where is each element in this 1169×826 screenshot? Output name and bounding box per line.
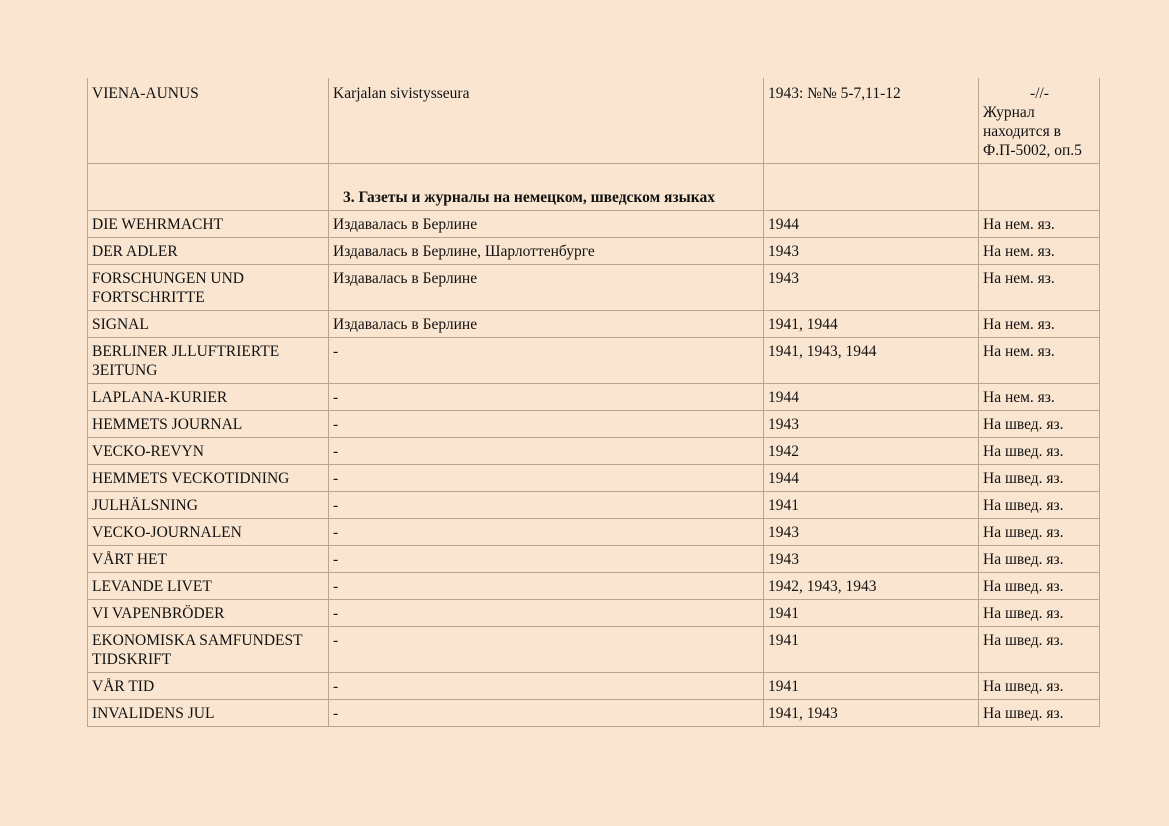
years-cell: 1944 <box>764 211 979 238</box>
title-cell: FORSCHUNGEN UND FORTSCHRITTE <box>88 265 329 311</box>
note-cell: На швед. яз. <box>979 573 1100 600</box>
title-cell: VECKO-REVYN <box>88 438 329 465</box>
title-cell: DIE WEHRMACHT <box>88 211 329 238</box>
publisher-cell: - <box>329 546 764 573</box>
publisher-cell: Издавалась в Берлине <box>329 265 764 311</box>
title-cell: HEMMETS VECKOTIDNING <box>88 465 329 492</box>
table-row <box>88 673 1100 700</box>
table-row <box>88 438 1100 465</box>
note-cell: На швед. яз. <box>979 700 1100 727</box>
note-cell: На швед. яз. <box>979 465 1100 492</box>
empty-cell <box>979 164 1100 211</box>
title-cell: VIENA-AUNUS <box>88 78 329 164</box>
note-cell: На швед. яз. <box>979 411 1100 438</box>
note-mark: -//- <box>1030 85 1049 102</box>
note-cell: На нем. яз. <box>979 265 1100 311</box>
table-row <box>88 600 1100 627</box>
empty-cell <box>764 164 979 211</box>
publisher-cell: - <box>329 411 764 438</box>
years-cell: 1943: №№ 5-7,11-12 <box>764 78 979 164</box>
publisher-cell: - <box>329 519 764 546</box>
title-cell: VI VAPENBRÖDER <box>88 600 329 627</box>
table-row <box>88 411 1100 438</box>
publisher-cell: - <box>329 465 764 492</box>
table-row <box>88 265 1100 311</box>
note-text: Журнал находится в Ф.П-5002, оп.5 <box>983 104 1082 159</box>
empty-cell <box>88 164 329 211</box>
title-cell: LEVANDE LIVET <box>88 573 329 600</box>
years-cell: 1941 <box>764 600 979 627</box>
publisher-cell: - <box>329 492 764 519</box>
title-cell: VÅR TID <box>88 673 329 700</box>
years-cell: 1941, 1943 <box>764 700 979 727</box>
years-cell: 1943 <box>764 519 979 546</box>
title-cell: INVALIDENS JUL <box>88 700 329 727</box>
publisher-cell: - <box>329 627 764 673</box>
years-cell: 1941, 1943, 1944 <box>764 338 979 384</box>
table-row <box>88 311 1100 338</box>
table-row <box>88 78 1100 164</box>
table-row <box>88 627 1100 673</box>
years-cell: 1941 <box>764 673 979 700</box>
publisher-cell: Издавалась в Берлине <box>329 311 764 338</box>
publisher-cell: Karjalan sivistysseura <box>329 78 764 164</box>
years-cell: 1943 <box>764 546 979 573</box>
years-cell: 1941, 1944 <box>764 311 979 338</box>
title-cell: VECKO-JOURNALEN <box>88 519 329 546</box>
section-row <box>88 164 1100 211</box>
title-cell: BERLINER JLLUFTRIERTE ЗEITUNG <box>88 338 329 384</box>
years-cell: 1941 <box>764 492 979 519</box>
note-cell: На нем. яз. <box>979 384 1100 411</box>
years-cell: 1944 <box>764 465 979 492</box>
document-page <box>87 78 1097 727</box>
table-row <box>88 338 1100 384</box>
publisher-cell: - <box>329 600 764 627</box>
years-cell: 1943 <box>764 265 979 311</box>
title-cell: VÅRT HET <box>88 546 329 573</box>
note-cell <box>979 78 1100 164</box>
years-cell: 1943 <box>764 411 979 438</box>
publisher-cell: - <box>329 573 764 600</box>
title-cell: DER ADLER <box>88 238 329 265</box>
title-cell: EKONOMISKA SAMFUNDEST TIDSKRIFT <box>88 627 329 673</box>
title-cell: LAPLANA-KURIER <box>88 384 329 411</box>
note-cell: На нем. яз. <box>979 338 1100 384</box>
table-row <box>88 238 1100 265</box>
note-cell: На швед. яз. <box>979 627 1100 673</box>
note-cell: На нем. яз. <box>979 238 1100 265</box>
table-row <box>88 573 1100 600</box>
years-cell: 1942, 1943, 1943 <box>764 573 979 600</box>
title-cell: HEMMETS JOURNAL <box>88 411 329 438</box>
title-cell: JULHÄLSNING <box>88 492 329 519</box>
publisher-cell: - <box>329 700 764 727</box>
note-cell: На швед. яз. <box>979 492 1100 519</box>
table-row <box>88 465 1100 492</box>
note-cell: На нем. яз. <box>979 211 1100 238</box>
publisher-cell: Издавалась в Берлине <box>329 211 764 238</box>
table-row <box>88 700 1100 727</box>
publisher-cell: - <box>329 338 764 384</box>
section-cell <box>329 164 764 211</box>
section-title: 3. Газеты и журналы на немецком, шведском языках <box>343 189 715 206</box>
table-row <box>88 519 1100 546</box>
years-cell: 1942 <box>764 438 979 465</box>
table-row <box>88 492 1100 519</box>
years-cell: 1944 <box>764 384 979 411</box>
catalog-table <box>87 78 1100 727</box>
publisher-cell: Издавалась в Берлине, Шарлоттенбурге <box>329 238 764 265</box>
note-cell: На нем. яз. <box>979 311 1100 338</box>
publisher-cell: - <box>329 673 764 700</box>
note-cell: На швед. яз. <box>979 546 1100 573</box>
years-cell: 1943 <box>764 238 979 265</box>
table-row <box>88 546 1100 573</box>
note-cell: На швед. яз. <box>979 519 1100 546</box>
years-cell: 1941 <box>764 627 979 673</box>
table-row <box>88 211 1100 238</box>
publisher-cell: - <box>329 438 764 465</box>
note-cell: На швед. яз. <box>979 673 1100 700</box>
title-cell: SIGNAL <box>88 311 329 338</box>
table-row <box>88 384 1100 411</box>
note-cell: На швед. яз. <box>979 438 1100 465</box>
publisher-cell: - <box>329 384 764 411</box>
note-cell: На швед. яз. <box>979 600 1100 627</box>
catalog-table-body <box>88 78 1100 727</box>
